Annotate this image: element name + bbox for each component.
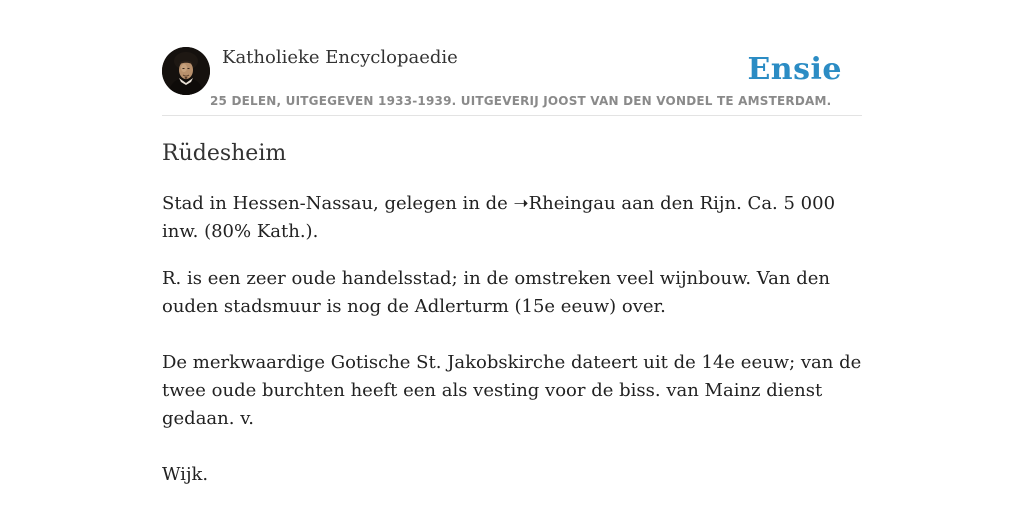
header-divider <box>162 115 862 116</box>
cross-reference-arrow-icon: ➝ <box>513 193 529 214</box>
source-title[interactable]: Katholieke Encyclopaedie <box>222 47 458 68</box>
source-avatar[interactable] <box>162 47 210 95</box>
paragraph-text: Stad in Hessen-Nassau, gelegen in de <box>162 193 514 214</box>
source-meta: 25 DELEN, UITGEGEVEN 1933-1939. UITGEVERIJ JOOST VAN DEN VONDEL TE AMSTERDAM. <box>210 94 832 108</box>
cross-reference-link[interactable]: Rheingau <box>528 193 616 214</box>
article-paragraph <box>162 190 862 246</box>
article-author: Wijk. <box>162 464 209 485</box>
article-paragraph: R. is een zeer oude handelsstad; in de omstreken veel wijnbouw. Van den ouden stadsmuur is nog de Adlerturm (15e eeuw) over. <box>162 268 830 317</box>
article-title: Rüdesheim <box>162 141 287 166</box>
paragraph-text: aan den Rijn. Ca. 5 000 inw. (80% Kath.). <box>162 193 836 242</box>
article-paragraph: De merkwaardige Gotische St. Jakobskirche dateert uit de 14e eeuw; van de twee oude burchten heeft een als vesting voor de biss. van Mainz dienst gedaan. v. <box>162 352 862 429</box>
brand-logo[interactable]: Ensie <box>747 52 842 87</box>
article-body <box>162 138 862 508</box>
portrait-avatar-icon <box>162 47 210 95</box>
